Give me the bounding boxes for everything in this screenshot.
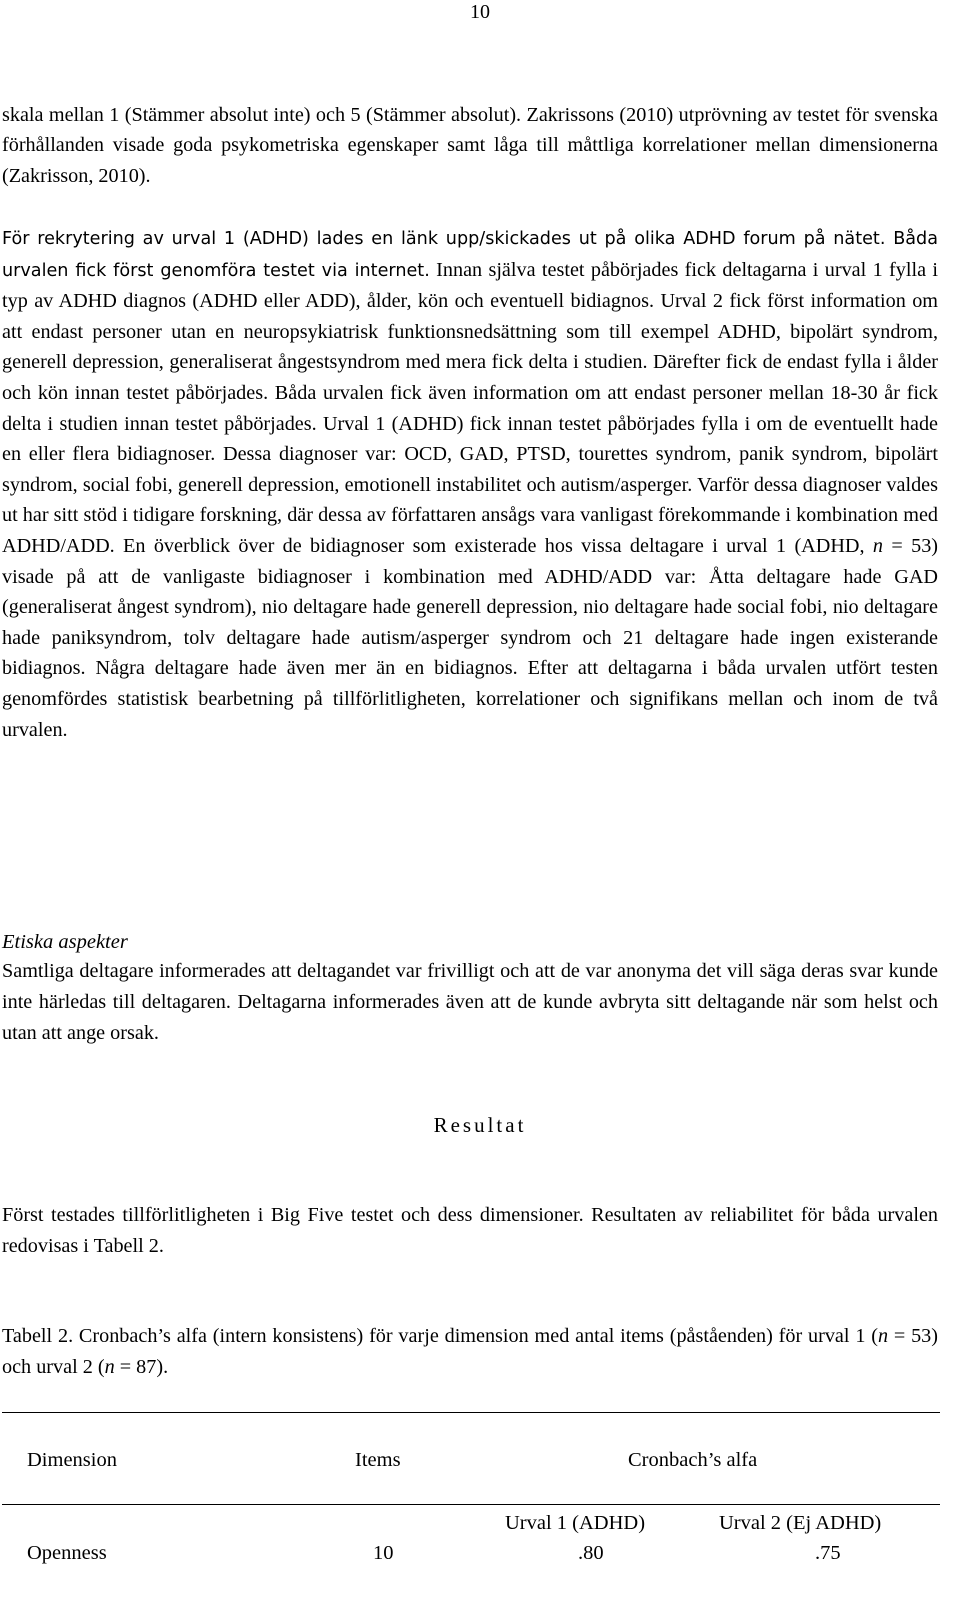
n-symbol: n bbox=[104, 1356, 115, 1378]
table-caption-part-1: Tabell 2. Cronbach’s alfa (intern konsistens) för varje dimension med antal items (påståenden) för urval 1 ( bbox=[2, 1325, 878, 1347]
page-number: 10 bbox=[470, 1, 490, 23]
paragraph-recruitment-part-b: Innan själva testet påbörjades fick deltagarna i urval 1 fylla i typ av ADHD diagnos (ADHD eller ADD), ålder, kön och eventuell bidiagnos. bbox=[2, 258, 938, 313]
table-header-group2: Urval 2 (Ej ADHD) bbox=[719, 1512, 882, 1534]
paragraph-scale-description: skala mellan 1 (Stämmer absolut inte) och 5 (Stämmer absolut). Zakrissons (2010) utprövning av testet för svenska förhållanden visade goda psykometriska egenskaper samt låga till måttliga korrelationer mellan dimensionerna (Zakrisson, 2010). bbox=[2, 104, 938, 187]
table-caption bbox=[2, 1321, 938, 1383]
paragraph-recruitment bbox=[2, 223, 938, 745]
table-cell-group2: .75 bbox=[815, 1542, 841, 1564]
table-header-dimension: Dimension bbox=[27, 1449, 117, 1471]
table-header-group1: Urval 1 (ADHD) bbox=[505, 1512, 646, 1534]
n-symbol: n bbox=[872, 534, 884, 557]
paragraph-recruitment-part-d: = 53) visade på att de vanligaste bidiagnoser i kombination med ADHD/ADD var: Åtta deltagare hade GAD (generaliserat ångest syndrom), nio deltagare hade generell depression, nio deltagare hade social fobi, nio deltagare hade paniksyndrom, tolv deltagare hade autism/asperger syndrom och 21 deltagare hade ingen existerande bidiagnos. Några deltagare hade även mer än en bidiagnos. Efter att deltagarna i båda urvalen utfört testen genomfördes statistisk bearbetning på tillförlitligheten, korrelationer och signifikans mellan och inom de två urvalen. bbox=[2, 534, 939, 741]
paragraph-recruitment-sans: För rekrytering av urval 1 (ADHD) lades en länk upp/skickades ut på olika ADHD forum på nätet. Båda urvalen fick först genomföra testet via internet. bbox=[2, 229, 938, 281]
table-cell-group1: .80 bbox=[578, 1542, 604, 1564]
table-cell-dimension: Openness bbox=[27, 1542, 107, 1564]
table-header-items: Items bbox=[355, 1449, 401, 1471]
ethics-paragraph: Samtliga deltagare informerades att deltagandet var frivilligt och att de var anonyma det vill säga deras svar kunde inte härledas till deltagaren. Deltagarna informerades även att de kunde avbryta sitt deltagande när som helst och utan att ange orsak. bbox=[2, 960, 938, 1044]
table-caption-part-2: = 53) och urval 2 ( bbox=[2, 1325, 939, 1378]
table-top-rule bbox=[2, 1412, 940, 1413]
n-symbol: n bbox=[877, 1325, 889, 1347]
table-header-alpha: Cronbach’s alfa bbox=[628, 1449, 758, 1471]
paragraph-recruitment-part-c: Urval 2 fick först information om att endast personer utan en neuropsykiatrisk funktionsnedsättning som till exempel ADHD, bipolärt syndrom, generell depression, generaliserat ångestsyndrom med mera fick delta i studien. Därefter fick de endast fylla i ålder och kön innan testet påbörjades. Båda urvalen fick även information om att endast personer mellan 18-30 år fick delta i studien innan testet påbörjades. Urval 1 (ADHD) fick innan testet påbörjades fylla i om de eventuellt hade en eller flera bidiagnoser. Dessa diagnoser var: OCD, GAD, PTSD, tourettes syndrom, panik syndrom, bipolärt syndrom, social fobi, generell depression, emotionell instabilitet och autism/asperger. Varför dessa diagnoser valdes ut har sitt stöd i tidigare forskning, där dessa av författaren ansågs vara vanligast förekommande i kombination med ADHD/ADD. En överblick över de bidiagnoser som existerade hos vissa deltagare i urval 1 (ADHD, bbox=[2, 290, 939, 557]
results-heading: Resultat bbox=[433, 1113, 527, 1137]
table-caption-part-3: = 87). bbox=[114, 1356, 169, 1378]
table-cell-items: 10 bbox=[373, 1542, 394, 1564]
results-paragraph: Först testades tillförlitligheten i Big Five testet och dess dimensioner. Resultaten av reliabilitet för båda urvalen redovisas i Tabell 2. bbox=[2, 1204, 938, 1257]
ethics-heading: Etiska aspekter bbox=[2, 931, 128, 953]
table-header-rule bbox=[2, 1504, 940, 1505]
